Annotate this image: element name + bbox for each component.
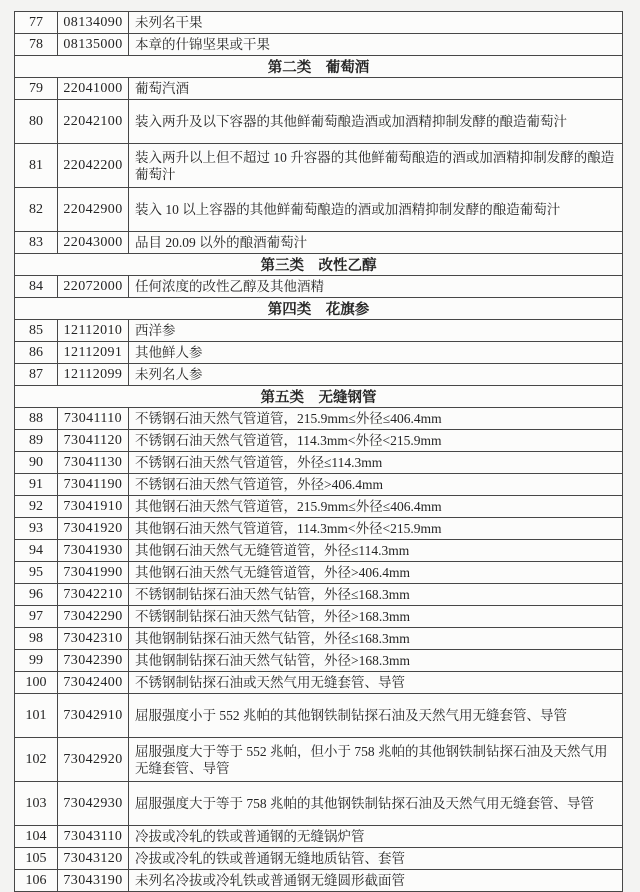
- table-row: [15, 12, 623, 34]
- row-number-cell: 83: [15, 232, 58, 254]
- table-row: [15, 628, 623, 650]
- description-cell: 西洋参: [129, 320, 623, 342]
- tariff-code-cell: 73041930: [58, 540, 129, 562]
- table-row: [15, 232, 623, 254]
- row-number-cell: 93: [15, 518, 58, 540]
- table-row: [15, 584, 623, 606]
- description-cell: 未列名人参: [129, 364, 623, 386]
- row-number-cell: 85: [15, 320, 58, 342]
- row-number-cell: 94: [15, 540, 58, 562]
- table-row: [15, 342, 623, 364]
- section-header-row: [15, 298, 623, 320]
- table-row: [15, 848, 623, 870]
- description-cell: 不锈钢石油天然气管道管，外径>406.4mm: [129, 474, 623, 496]
- table-row: [15, 672, 623, 694]
- row-number-cell: 92: [15, 496, 58, 518]
- description-cell: 任何浓度的改性乙醇及其他酒精: [129, 276, 623, 298]
- description-cell: 其他钢石油天然气无缝管道管，外径≤114.3mm: [129, 540, 623, 562]
- tariff-code-cell: 73041190: [58, 474, 129, 496]
- table-row: [15, 100, 623, 144]
- row-number-cell: 100: [15, 672, 58, 694]
- description-cell: 不锈钢制钻探石油或天然气用无缝套管、导管: [129, 672, 623, 694]
- row-number-cell: 79: [15, 78, 58, 100]
- tariff-code-cell: 12112091: [58, 342, 129, 364]
- row-number-cell: 87: [15, 364, 58, 386]
- tariff-code-cell: 22072000: [58, 276, 129, 298]
- description-cell: 屈服强度小于 552 兆帕的其他钢铁制钻探石油及天然气用无缝套管、导管: [129, 694, 623, 738]
- section-header-row: [15, 254, 623, 276]
- section-header-row: [15, 386, 623, 408]
- table-row: [15, 562, 623, 584]
- row-number-cell: 88: [15, 408, 58, 430]
- table-row: [15, 34, 623, 56]
- tariff-code-cell: 22042900: [58, 188, 129, 232]
- table-row: [15, 144, 623, 188]
- tariff-code-cell: 73043120: [58, 848, 129, 870]
- tariff-code-cell: 22042100: [58, 100, 129, 144]
- description-cell: 不锈钢石油天然气管道管，215.9mm≤外径≤406.4mm: [129, 408, 623, 430]
- row-number-cell: 105: [15, 848, 58, 870]
- tariff-code-cell: 73042390: [58, 650, 129, 672]
- tariff-code-cell: 12112099: [58, 364, 129, 386]
- row-number-cell: 81: [15, 144, 58, 188]
- table-row: [15, 474, 623, 496]
- table-row: [15, 870, 623, 892]
- tariff-code-cell: 73042920: [58, 738, 129, 782]
- description-cell: 冷拔或冷轧的铁或普通钢的无缝锅炉管: [129, 826, 623, 848]
- description-cell: 其他钢制钻探石油天然气钻管，外径>168.3mm: [129, 650, 623, 672]
- section-header-label: 第二类 葡萄酒: [15, 56, 623, 78]
- table-row: [15, 188, 623, 232]
- row-number-cell: 104: [15, 826, 58, 848]
- tariff-code-cell: 08135000: [58, 34, 129, 56]
- tariff-code-cell: 22041000: [58, 78, 129, 100]
- description-cell: 装入 10 以上容器的其他鲜葡萄酿造的酒或加酒精抑制发酵的酿造葡萄汁: [129, 188, 623, 232]
- description-cell: 装入两升以上但不超过 10 升容器的其他鲜葡萄酿造的酒或加酒精抑制发酵的酿造葡萄汁: [129, 144, 623, 188]
- tariff-code-cell: 73042400: [58, 672, 129, 694]
- section-header-row: [15, 56, 623, 78]
- tariff-code-cell: 73043190: [58, 870, 129, 892]
- table-row: [15, 826, 623, 848]
- table-row: [15, 694, 623, 738]
- tariff-code-cell: 22043000: [58, 232, 129, 254]
- tariff-code-cell: 73042910: [58, 694, 129, 738]
- description-cell: 其他钢石油天然气管道管，215.9mm≤外径≤406.4mm: [129, 496, 623, 518]
- row-number-cell: 91: [15, 474, 58, 496]
- description-cell: 葡萄汽酒: [129, 78, 623, 100]
- table-row: [15, 540, 623, 562]
- tariff-code-cell: 22042200: [58, 144, 129, 188]
- description-cell: 品目 20.09 以外的酿酒葡萄汁: [129, 232, 623, 254]
- row-number-cell: 98: [15, 628, 58, 650]
- description-cell: 冷拔或冷轧的铁或普通钢无缝地质钻管、套管: [129, 848, 623, 870]
- description-cell: 其他钢石油天然气管道管，114.3mm<外径<215.9mm: [129, 518, 623, 540]
- description-cell: 不锈钢石油天然气管道管，外径≤114.3mm: [129, 452, 623, 474]
- tariff-code-cell: 73042290: [58, 606, 129, 628]
- description-cell: 不锈钢制钻探石油天然气钻管，外径≤168.3mm: [129, 584, 623, 606]
- tariff-code-cell: 08134090: [58, 12, 129, 34]
- row-number-cell: 89: [15, 430, 58, 452]
- row-number-cell: 103: [15, 782, 58, 826]
- tariff-code-cell: 73042930: [58, 782, 129, 826]
- tariff-code-cell: 73041110: [58, 408, 129, 430]
- description-cell: 装入两升及以下容器的其他鲜葡萄酿造酒或加酒精抑制发酵的酿造葡萄汁: [129, 100, 623, 144]
- description-cell: 其他钢石油天然气无缝管道管，外径>406.4mm: [129, 562, 623, 584]
- row-number-cell: 96: [15, 584, 58, 606]
- description-cell: 其他钢制钻探石油天然气钻管，外径≤168.3mm: [129, 628, 623, 650]
- tariff-code-cell: 73042210: [58, 584, 129, 606]
- tariff-code-cell: 73041120: [58, 430, 129, 452]
- row-number-cell: 80: [15, 100, 58, 144]
- row-number-cell: 99: [15, 650, 58, 672]
- tariff-code-cell: 73041130: [58, 452, 129, 474]
- table-row: [15, 408, 623, 430]
- row-number-cell: 78: [15, 34, 58, 56]
- row-number-cell: 106: [15, 870, 58, 892]
- table-row: [15, 606, 623, 628]
- section-header-label: 第三类 改性乙醇: [15, 254, 623, 276]
- row-number-cell: 95: [15, 562, 58, 584]
- tariff-table: [14, 11, 623, 892]
- tariff-code-cell: 73041910: [58, 496, 129, 518]
- table-row: [15, 452, 623, 474]
- section-header-label: 第五类 无缝钢管: [15, 386, 623, 408]
- row-number-cell: 90: [15, 452, 58, 474]
- row-number-cell: 84: [15, 276, 58, 298]
- table-row: [15, 430, 623, 452]
- description-cell: 不锈钢石油天然气管道管，114.3mm<外径<215.9mm: [129, 430, 623, 452]
- description-cell: 未列名干果: [129, 12, 623, 34]
- table-row: [15, 782, 623, 826]
- row-number-cell: 82: [15, 188, 58, 232]
- description-cell: 本章的什锦坚果或干果: [129, 34, 623, 56]
- row-number-cell: 97: [15, 606, 58, 628]
- row-number-cell: 86: [15, 342, 58, 364]
- table-row: [15, 364, 623, 386]
- tariff-table-body: [15, 12, 623, 892]
- table-row: [15, 320, 623, 342]
- description-cell: 屈服强度大于等于 758 兆帕的其他钢铁制钻探石油及天然气用无缝套管、导管: [129, 782, 623, 826]
- tariff-code-cell: 73043110: [58, 826, 129, 848]
- tariff-code-cell: 73042310: [58, 628, 129, 650]
- table-row: [15, 650, 623, 672]
- table-row: [15, 78, 623, 100]
- tariff-code-cell: 12112010: [58, 320, 129, 342]
- row-number-cell: 77: [15, 12, 58, 34]
- row-number-cell: 101: [15, 694, 58, 738]
- description-cell: 未列名冷拔或冷轧铁或普通钢无缝圆形截面管: [129, 870, 623, 892]
- table-row: [15, 738, 623, 782]
- table-row: [15, 518, 623, 540]
- table-row: [15, 496, 623, 518]
- section-header-label: 第四类 花旗参: [15, 298, 623, 320]
- tariff-code-cell: 73041990: [58, 562, 129, 584]
- tariff-code-cell: 73041920: [58, 518, 129, 540]
- description-cell: 屈服强度大于等于 552 兆帕，但小于 758 兆帕的其他钢铁制钻探石油及天然气用无缝套管、导管: [129, 738, 623, 782]
- description-cell: 其他鲜人参: [129, 342, 623, 364]
- description-cell: 不锈钢制钻探石油天然气钻管，外径>168.3mm: [129, 606, 623, 628]
- row-number-cell: 102: [15, 738, 58, 782]
- table-row: [15, 276, 623, 298]
